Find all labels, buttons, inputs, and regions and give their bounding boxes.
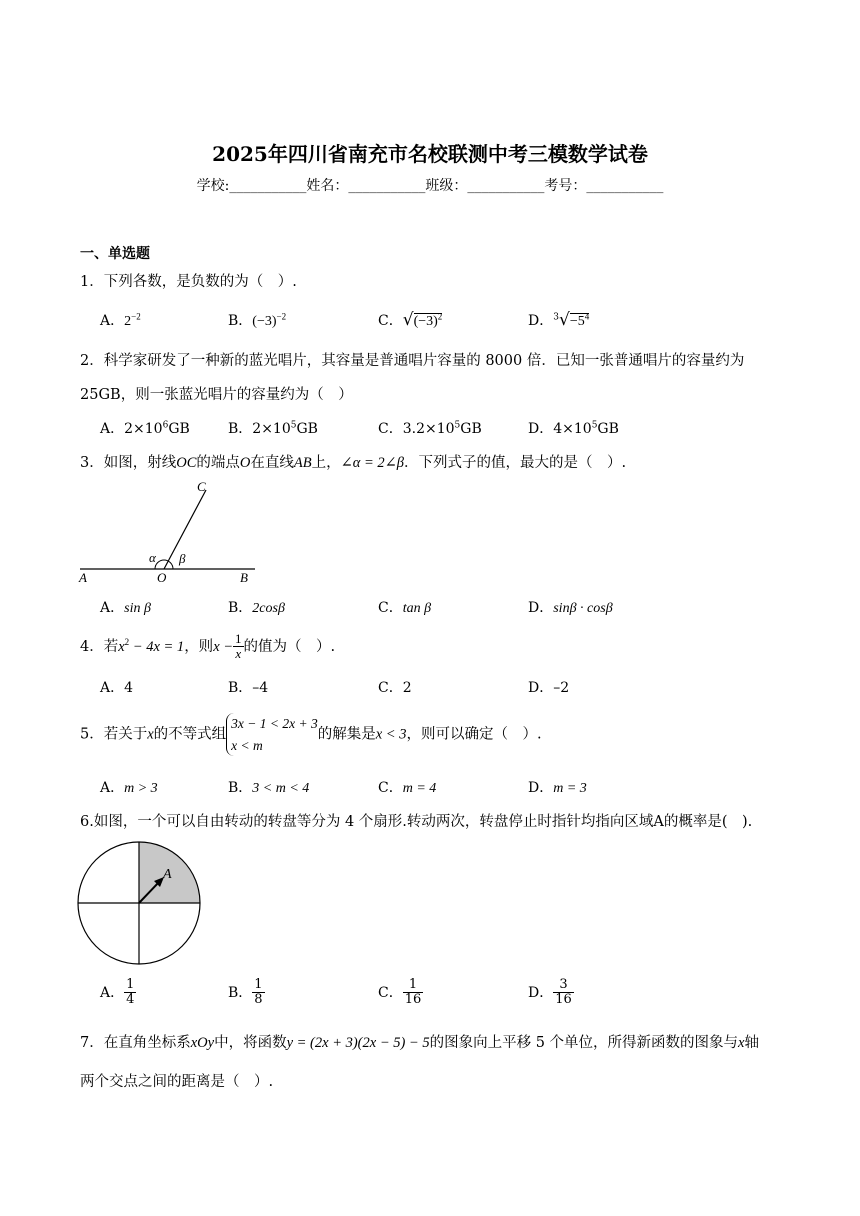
question-7-stem-line2: 两个交点之间的距离是（ ）. [80, 1074, 274, 1090]
section-heading: 一、单选题 [80, 246, 150, 262]
question-5-option-d: D．m = 3 [528, 780, 587, 796]
question-6-option-d: D． $\frac{3}{16}$ [528, 977, 572, 1008]
question-6-option-a: A． $\frac{1}{4}$ [100, 977, 135, 1008]
page-title: 2025年四川省南充市名校联测中考三模数学试卷 [212, 142, 648, 166]
region-a-label: A [163, 867, 172, 882]
label-beta: β [179, 551, 186, 566]
question-1-option-b: B．$(-3)^{-2}$ [228, 311, 287, 329]
question-3-stem: 3．如图，射线OC的端点O在直线AB上，∠α = 2∠β．下列式子的值，最大的是（ ）. [80, 455, 627, 471]
label-c: C [197, 479, 206, 494]
question-5-option-a: A．m > 3 [100, 780, 158, 796]
question-2-option-c: C．$3.2\times 10^5GB$ [378, 420, 482, 437]
question-3-option-d: D．sinβ · cosβ [528, 600, 613, 616]
label-b: B [240, 570, 248, 585]
label-alpha: α [149, 550, 156, 565]
question-5-stem: 5．若关于x的不等式组 3x − 1 < 2x + 3 x < m 的解集是x < 3，则可以确定（ ）. [80, 713, 542, 756]
question-6-spinner-figure [76, 841, 206, 966]
question-7-stem-line1: 7．在直角坐标系xOy中，将函数y = (2x + 3)(2x − 5) − 5的图象向上平移 5 个单位，所得新函数的图象与x轴 [80, 1035, 759, 1051]
question-1-option-d: D．$^3√-5^4$ [528, 310, 590, 330]
question-4-stem: 4．若$x^2 - 4x = 1$，则x − $\frac{1}{x}$ 的值为（ ）. [80, 631, 336, 662]
question-6-stem: 6.如图，一个可以自由转动的转盘等分为 4 个扇形.转动两次，转盘停止时指针均指向区域A的概率是( ). [80, 814, 753, 830]
question-5-option-b: B．3 < m < 4 [228, 780, 310, 796]
question-2-option-b: B．$2\times 10^5GB$ [228, 420, 318, 437]
question-4-option-b: B．–4 [228, 680, 269, 696]
question-3-option-c: C．tan β [378, 600, 432, 616]
question-3-option-b: B．2cosβ [228, 600, 285, 616]
question-6-option-b: B． $\frac{1}{8}$ [228, 977, 263, 1008]
inequality-system: 3x − 1 < 2x + 3 x < m [226, 713, 318, 756]
question-4-option-a: A．4 [100, 680, 134, 696]
angle-arc [155, 560, 173, 569]
question-3-figure [75, 478, 265, 588]
question-2-stem-line1: 2．科学家研发了一种新的蓝光唱片，其容量是普通唱片容量的 8000 倍．已知一张普通唱片的容量约为 [80, 353, 745, 369]
label-a: A [79, 570, 87, 585]
question-2-option-d: D．$4\times 10^5GB$ [528, 420, 619, 437]
question-5-option-c: C．m = 4 [378, 780, 437, 796]
question-1-option-a: A．$2^{-2}$ [100, 311, 141, 329]
question-6-option-c: C． $\frac{1}{16}$ [378, 977, 422, 1008]
question-3-option-a: A．sin β [100, 600, 151, 616]
question-2-stem-line2: 25GB，则一张蓝光唱片的容量约为（ ） [80, 387, 353, 403]
label-o: O [157, 570, 167, 585]
question-2-option-a: A．$2\times 10^6GB$ [100, 420, 190, 437]
question-4-option-c: C．2 [378, 680, 412, 696]
question-4-option-d: D．–2 [528, 680, 570, 696]
student-info-line: 学校:___________姓名：___________班级：___________考号：___________ [196, 178, 664, 194]
question-1-stem: 1．下列各数，是负数的为（ ）. [80, 274, 297, 290]
question-1-option-c: C．$√(-3)^2$ [378, 310, 443, 330]
